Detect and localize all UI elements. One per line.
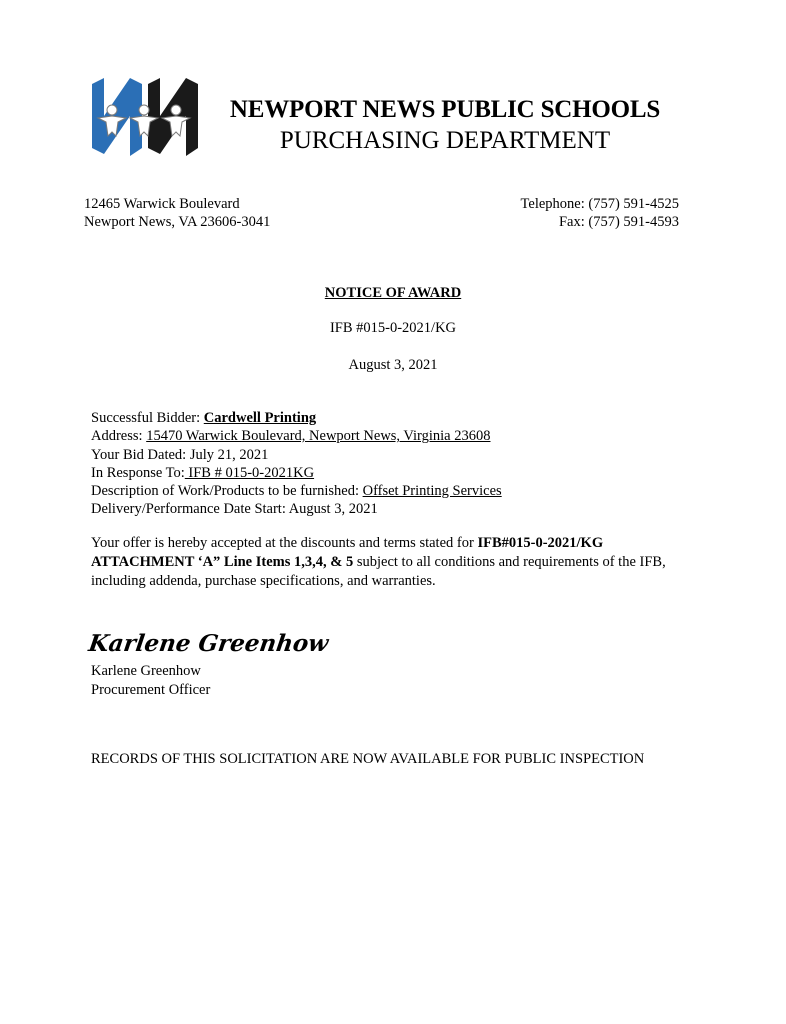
delivery-line: Delivery/Performance Date Start: August 3, 2021 xyxy=(91,501,378,518)
bidder-line: Successful Bidder: Cardwell Printing xyxy=(91,410,317,426)
signature xyxy=(86,621,331,663)
org-name: NEWPORT NEWS PUBLIC SCHOOLS xyxy=(229,96,661,123)
address-line2: Newport News, VA 23606-3041 xyxy=(84,214,271,230)
telephone: Telephone: (757) 591-4525 xyxy=(520,196,679,212)
acceptance-paragraph: Your offer is hereby accepted at the discounts and terms stated for IFB#015-0-2021/KG ATTACHMENT ‘A” Line Items 1,3,4, & 5 subject to all conditions and requirements of the IFB, including addenda, purchase specifications, and warranties. xyxy=(91,535,666,589)
response-ifb: IFB # 015-0-2021KG xyxy=(184,464,315,481)
description-line: Description of Work/Products to be furnished: Offset Printing Services xyxy=(91,483,502,500)
ifb-number: IFB #015-0-2021/KG xyxy=(329,320,457,336)
response-line: In Response To: IFB # 015-0-2021KG xyxy=(91,464,315,481)
bidder-name: Cardwell Printing xyxy=(203,410,317,426)
address-line1: 12465 Warwick Boulevard xyxy=(84,196,240,212)
contact-block xyxy=(521,195,679,231)
signer-title: Procurement Officer xyxy=(91,682,211,698)
fax: Fax: (757) 591-4593 xyxy=(558,214,679,230)
bidder-address: 15470 Warwick Boulevard, Newport News, Virginia 23608 xyxy=(146,428,491,445)
address-block xyxy=(84,195,270,231)
bid-dated-line: Your Bid Dated: July 21, 2021 xyxy=(91,446,269,463)
nnps-logo xyxy=(90,76,206,160)
signer-name: Karlene Greenhow xyxy=(91,663,201,679)
address-line: Address: 15470 Warwick Boulevard, Newport News, Virginia 23608 xyxy=(91,428,491,445)
records-notice: RECORDS OF THIS SOLICITATION ARE NOW AVAILABLE FOR PUBLIC INSPECTION xyxy=(91,751,645,767)
department-name: PURCHASING DEPARTMENT xyxy=(279,127,611,154)
notice-date: August 3, 2021 xyxy=(348,357,438,373)
svg-text:Karlene Greenhow: Karlene Greenhow xyxy=(86,630,331,657)
description-value: Offset Printing Services xyxy=(362,483,502,500)
award-details xyxy=(91,409,502,519)
signer-block xyxy=(91,662,210,700)
notice-title: NOTICE OF AWARD xyxy=(324,285,462,301)
